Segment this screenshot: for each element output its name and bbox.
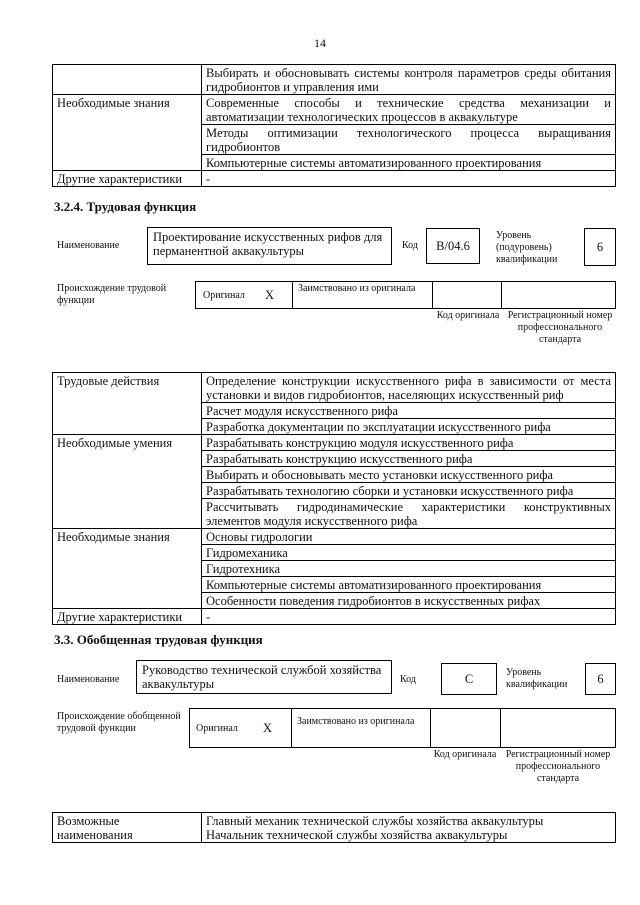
origin-box <box>189 708 616 748</box>
table-cell: Современные способы и технические средства механизации и автоматизации технологических процессов в аквакультуре <box>202 95 616 125</box>
original-mark: X <box>263 721 273 735</box>
table-cell: Рассчитывать гидродинамические характеристики конструктивных элементов модуля искусственного рифа <box>202 499 616 529</box>
section-heading: 3.3. Обобщенная трудовая функция <box>54 632 263 647</box>
table-cell <box>202 813 616 843</box>
page-number: 14 <box>314 36 326 50</box>
table-cell: Выбирать и обосновывать место установки искусственного рифа <box>202 467 616 483</box>
section-heading: 3.2.4. Трудовая функция <box>54 199 197 214</box>
divider <box>430 709 431 747</box>
level-label: Уровень квалификации <box>506 667 568 690</box>
divider <box>291 709 292 747</box>
reg-number-label: Регистрационный номер профессионального стандарта <box>505 749 611 784</box>
divider <box>432 282 433 308</box>
table-cell: Разработка документации по эксплуатации искусственного рифа <box>202 419 616 435</box>
table-row <box>53 373 616 403</box>
origin-label: Происхождение трудовой функции <box>57 283 167 306</box>
level-value: 6 <box>584 228 616 266</box>
table-cell: Определение конструкции искусственного рифа в зависимости от места установки и видов гидробионтов, населяющих искусственный риф <box>202 373 616 403</box>
job-title: Начальник технической службы хозяйства аквакультуры <box>206 828 508 842</box>
divider <box>292 282 293 308</box>
divider <box>501 282 502 308</box>
code-original-label: Код оригинала <box>436 310 500 321</box>
table-cell: Компьютерные системы автоматизированного проектирования <box>202 577 616 593</box>
table-cell: Разрабатывать технологию сборки и установки искусственного рифа <box>202 483 616 499</box>
actions-label: Трудовые действия <box>53 373 202 435</box>
titles-label: Возможные наименования <box>53 813 202 843</box>
borrowed-label: Заимствовано из оригинала <box>297 716 415 727</box>
code-original-label: Код оригинала <box>433 749 497 760</box>
original-label: Оригинал <box>203 290 245 301</box>
table-cell: - <box>202 609 616 625</box>
knowledge-label: Необходимые знания <box>53 95 202 171</box>
table-job-titles <box>52 812 616 843</box>
table-row <box>53 529 616 545</box>
origin-label: Происхождение обобщенной трудовой функции <box>57 711 181 734</box>
table-cell: Выбирать и обосновывать системы контроля параметров среды обитания гидробионтов и управления ими <box>202 65 616 95</box>
table-continuation <box>52 64 616 187</box>
table-labor-function <box>52 372 616 625</box>
code-value: С <box>441 663 497 695</box>
name-value: Руководство технической службой хозяйства аквакультуры <box>136 660 392 694</box>
table-cell: Основы гидрологии <box>202 529 616 545</box>
name-label: Наименование <box>57 674 120 685</box>
skills-label: Необходимые умения <box>53 435 202 529</box>
table-row <box>53 95 616 125</box>
table-row <box>53 171 616 187</box>
table-cell: Разрабатывать конструкцию искусственного рифа <box>202 451 616 467</box>
table-cell: Расчет модуля искусственного рифа <box>202 403 616 419</box>
table-cell: Разрабатывать конструкцию модуля искусственного рифа <box>202 435 616 451</box>
code-label: Код <box>400 674 416 685</box>
table-cell: Методы оптимизации технологического процесса выращивания гидробионтов <box>202 125 616 155</box>
table-cell: Гидромеханика <box>202 545 616 561</box>
level-value: 6 <box>585 663 616 695</box>
original-mark: X <box>265 288 275 302</box>
table-cell-empty <box>53 65 202 95</box>
name-label: Наименование <box>57 240 120 251</box>
table-cell: Гидротехника <box>202 561 616 577</box>
reg-number-label: Регистрационный номер профессионального стандарта <box>507 310 613 345</box>
table-row <box>53 609 616 625</box>
name-value: Проектирование искусственных рифов для перманентной аквакультуры <box>147 227 392 265</box>
knowledge-label: Необходимые знания <box>53 529 202 609</box>
origin-box <box>195 281 616 309</box>
code-value: B/04.6 <box>426 228 480 264</box>
job-title: Главный механик технической службы хозяйства аквакультуры <box>206 814 544 828</box>
table-cell: - <box>202 171 616 187</box>
table-row <box>53 435 616 451</box>
other-label: Другие характеристики <box>53 171 202 187</box>
table-row <box>53 65 616 95</box>
table-row <box>53 813 616 843</box>
other-label: Другие характеристики <box>53 609 202 625</box>
code-label: Код <box>402 240 418 251</box>
table-cell: Компьютерные системы автоматизированного проектирования <box>202 155 616 171</box>
borrowed-label: Заимствовано из оригинала <box>298 283 416 294</box>
divider <box>500 709 501 747</box>
level-label: Уровень (подуровень) квалификации <box>496 230 558 265</box>
original-label: Оригинал <box>196 723 238 734</box>
table-cell: Особенности поведения гидробионтов в искусственных рифах <box>202 593 616 609</box>
